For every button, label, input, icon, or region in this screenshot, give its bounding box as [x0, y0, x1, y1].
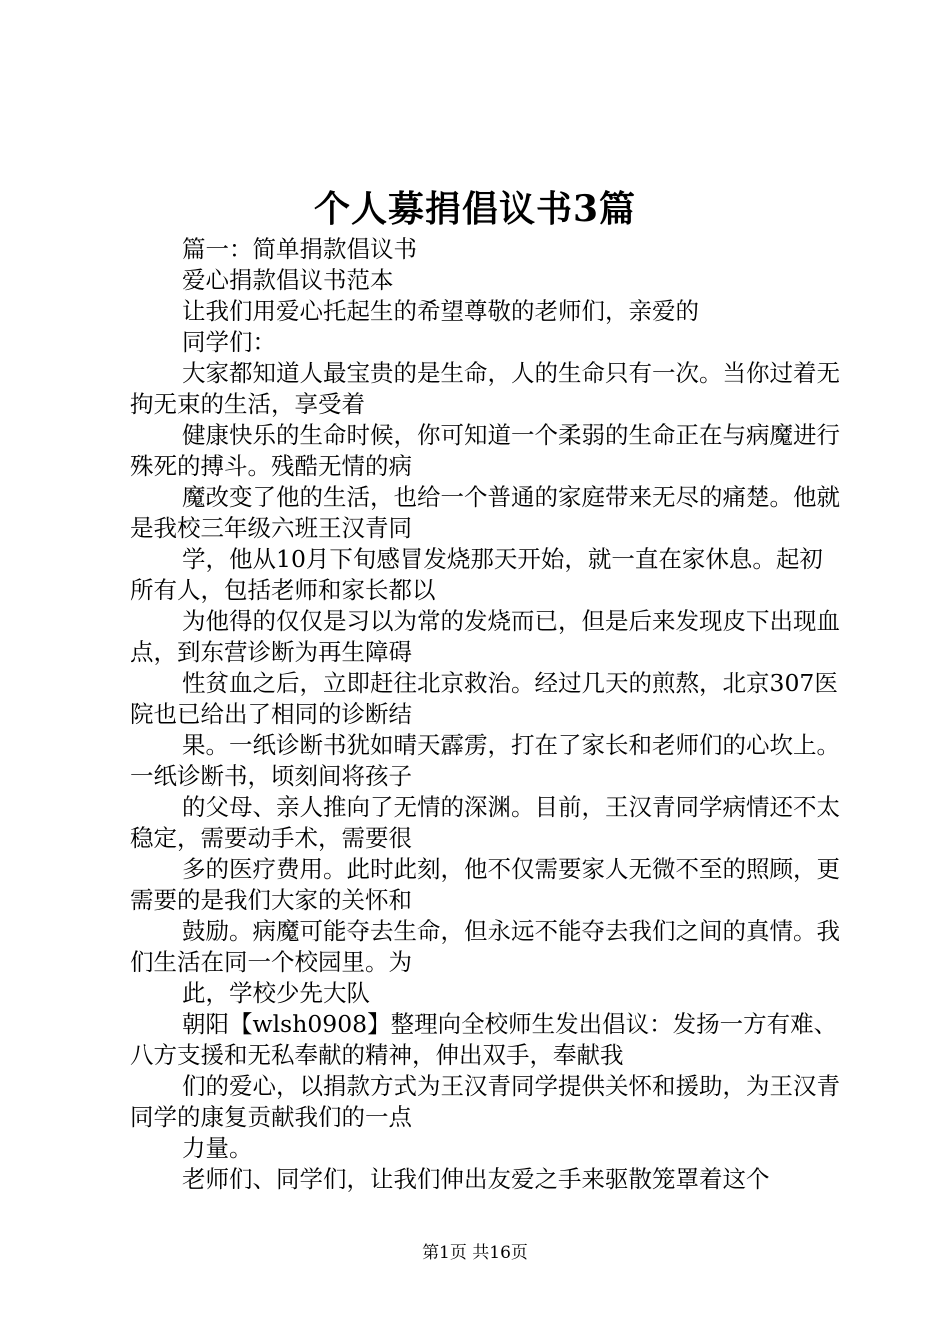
paragraph: 健康快乐的生命时候，你可知道一个柔弱的生命正在与病魔进行殊死的搏斗。残酷无情的病	[130, 421, 840, 480]
paragraph: 鼓励。病魔可能夺去生命，但永远不能夺去我们之间的真情。我们生活在同一个校园里。为	[130, 917, 840, 976]
paragraph: 们的爱心，以捐款方式为王汉青同学提供关怀和援助，为王汉青同学的康复贡献我们的一点	[130, 1072, 840, 1131]
paragraph: 爱心捐款倡议书范本	[182, 266, 394, 294]
paragraph: 老师们、同学们，让我们伸出友爱之手来驱散笼罩着这个	[182, 1165, 770, 1193]
paragraph: 力量。	[182, 1134, 253, 1162]
paragraph: 魔改变了他的生活，也给一个普通的家庭带来无尽的痛楚。他就是我校三年级六班王汉青同	[130, 483, 840, 542]
document-body	[130, 234, 840, 1195]
paragraph: 为他得的仅仅是习以为常的发烧而已，但是后来发现皮下出现血点，到东营诊断为再生障碍	[130, 607, 840, 666]
page-title: 个人募捐倡议书3篇	[313, 188, 637, 230]
paragraph: 同学们：	[182, 328, 276, 356]
paragraph: 的父母、亲人推向了无情的深渊。目前，王汉青同学病情还不太稳定，需要动手术，需要很	[130, 793, 840, 852]
paragraph: 大家都知道人最宝贵的是生命，人的生命只有一次。当你过着无拘无束的生活，享受着	[130, 359, 840, 418]
paragraph: 学，他从10月下旬感冒发烧那天开始，就一直在家休息。起初所有人，包括老师和家长都以	[130, 545, 823, 604]
paragraph: 篇一：简单捐款倡议书	[182, 235, 417, 263]
page-number-footer: 第1页 共16页	[422, 1243, 528, 1263]
paragraph: 果。一纸诊断书犹如晴天霹雳，打在了家长和老师们的心坎上。一纸诊断书，顷刻间将孩子	[130, 731, 840, 790]
paragraph: 性贫血之后，立即赶往北京救治。经过几天的煎熬，北京307医院也已给出了相同的诊断结	[130, 669, 838, 728]
paragraph: 让我们用爱心托起生的希望尊敬的老师们，亲爱的	[182, 297, 699, 325]
paragraph: 多的医疗费用。此时此刻，他不仅需要家人无微不至的照顾，更需要的是我们大家的关怀和	[130, 855, 840, 914]
paragraph: 朝阳【wlsh0908】整理向全校师生发出倡议：发扬一方有难、八方支援和无私奉献的精神，伸出双手，奉献我	[130, 1010, 838, 1069]
paragraph: 此，学校少先大队	[182, 979, 370, 1007]
